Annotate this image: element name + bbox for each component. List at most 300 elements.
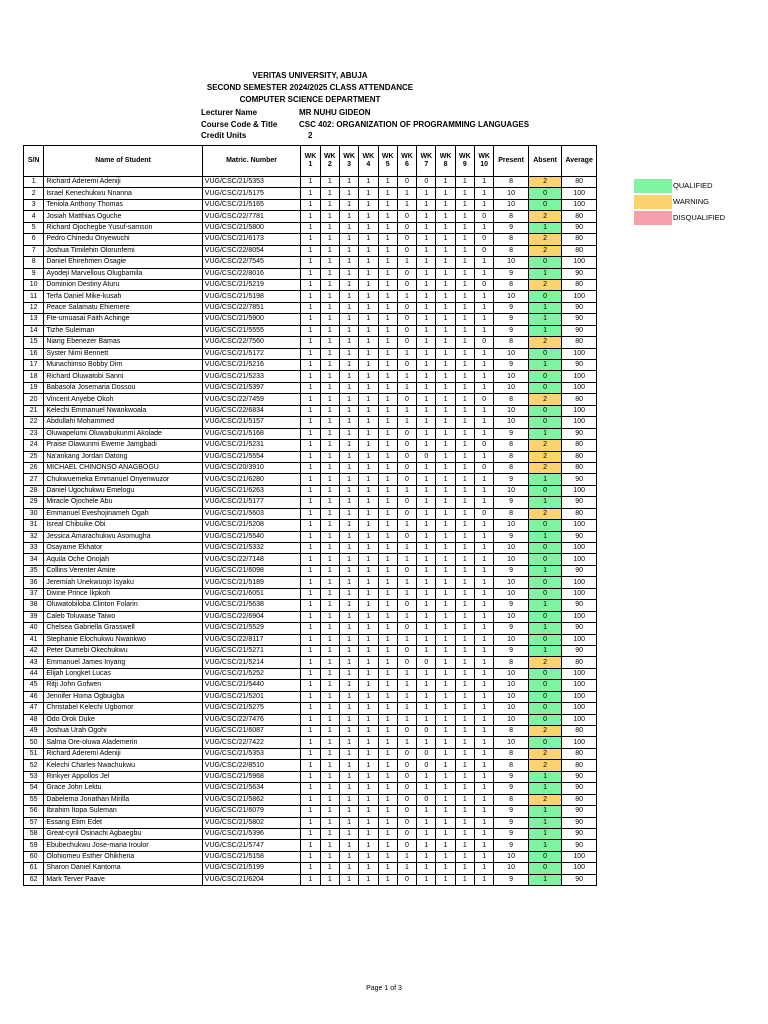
week-5-cell: 1 <box>378 314 397 325</box>
sn-cell: 53 <box>24 771 44 782</box>
week-8-cell: 1 <box>436 279 455 290</box>
absent-cell: 0 <box>528 714 562 725</box>
sn-cell: 50 <box>24 737 44 748</box>
average-cell: 100 <box>562 417 597 428</box>
lecturer-label: Lecturer Name <box>201 108 258 117</box>
week-4-cell: 1 <box>359 657 378 668</box>
average-cell: 90 <box>562 360 597 371</box>
week-9-cell: 1 <box>455 703 474 714</box>
student-name-cell: Collins Verenter Amire <box>44 565 202 576</box>
matric-cell: VUG/CSC/21/6204 <box>202 874 301 885</box>
present-cell: 9 <box>494 531 529 542</box>
week-6-cell: 0 <box>397 874 416 885</box>
week-4-cell: 1 <box>359 543 378 554</box>
week-6-cell: 1 <box>397 634 416 645</box>
table-row <box>24 714 597 725</box>
student-name-cell: Jeremiah Unekwuojo Isyaku <box>44 577 202 588</box>
week-5-cell: 1 <box>378 417 397 428</box>
week-7-cell: 1 <box>417 325 436 336</box>
week-3-cell: 1 <box>339 851 358 862</box>
week-1-cell: 1 <box>301 245 320 256</box>
week-10-cell: 1 <box>475 611 494 622</box>
week-8-cell: 1 <box>436 611 455 622</box>
week-6-cell: 0 <box>397 840 416 851</box>
table-row <box>24 623 597 634</box>
sn-cell: 28 <box>24 485 44 496</box>
week-1-cell: 1 <box>301 543 320 554</box>
average-cell: 80 <box>562 245 597 256</box>
absent-cell: 1 <box>528 314 562 325</box>
present-cell: 10 <box>494 714 529 725</box>
week-6-cell: 0 <box>397 645 416 656</box>
week-3-cell: 1 <box>339 234 358 245</box>
week-2-cell: 1 <box>320 760 339 771</box>
week-7-cell: 0 <box>417 760 436 771</box>
sn-cell: 51 <box>24 748 44 759</box>
student-name-cell: Babasola Josemaria Dossou <box>44 382 202 393</box>
week-4-cell: 1 <box>359 611 378 622</box>
week-4-cell: 1 <box>359 462 378 473</box>
present-cell: 8 <box>494 177 529 188</box>
week-4-cell: 1 <box>359 623 378 634</box>
week-2-cell: 1 <box>320 245 339 256</box>
present-cell: 10 <box>494 485 529 496</box>
average-cell: 80 <box>562 234 597 245</box>
week-1-cell: 1 <box>301 222 320 233</box>
week-1-cell: 1 <box>301 360 320 371</box>
week-6-cell: 1 <box>397 520 416 531</box>
week-10-cell: 1 <box>475 828 494 839</box>
table-row <box>24 611 597 622</box>
sn-cell: 42 <box>24 645 44 656</box>
absent-cell: 0 <box>528 199 562 210</box>
week-9-cell: 1 <box>455 817 474 828</box>
week-7-cell: 1 <box>417 588 436 599</box>
week-1-cell: 1 <box>301 748 320 759</box>
credit-value: 2 <box>308 131 313 140</box>
present-cell: 10 <box>494 611 529 622</box>
table-row <box>24 520 597 531</box>
week-4-cell: 1 <box>359 382 378 393</box>
week-10-cell: 1 <box>475 714 494 725</box>
week-9-cell: 1 <box>455 806 474 817</box>
qualified-label: QUALIFIED <box>673 181 713 190</box>
week-4-cell: 1 <box>359 726 378 737</box>
week-7-cell: 1 <box>417 497 436 508</box>
week-2-cell: 1 <box>320 680 339 691</box>
student-name-cell: MICHAEL CHINONSO ANAGBOGU <box>44 462 202 473</box>
table-row <box>24 451 597 462</box>
week-7-cell: 1 <box>417 291 436 302</box>
present-cell: 10 <box>494 851 529 862</box>
week-9-cell: 1 <box>455 668 474 679</box>
col-present: Present <box>494 146 529 177</box>
week-2-cell: 1 <box>320 554 339 565</box>
sn-cell: 12 <box>24 302 44 313</box>
week-10-cell: 0 <box>475 279 494 290</box>
week-3-cell: 1 <box>339 760 358 771</box>
present-cell: 8 <box>494 760 529 771</box>
week-7-cell: 1 <box>417 394 436 405</box>
week-5-cell: 1 <box>378 485 397 496</box>
week-10-cell: 1 <box>475 222 494 233</box>
week-10-cell: 1 <box>475 691 494 702</box>
week-8-cell: 1 <box>436 211 455 222</box>
table-row <box>24 531 597 542</box>
week-10-cell: 0 <box>475 211 494 222</box>
week-6-cell: 1 <box>397 680 416 691</box>
sn-cell: 25 <box>24 451 44 462</box>
week-8-cell: 1 <box>436 668 455 679</box>
absent-cell: 0 <box>528 382 562 393</box>
matric-cell: VUG/CSC/20/3910 <box>202 462 301 473</box>
matric-cell: VUG/CSC/21/5189 <box>202 577 301 588</box>
week-7-cell: 1 <box>417 245 436 256</box>
week-1-cell: 1 <box>301 234 320 245</box>
week-1-cell: 1 <box>301 474 320 485</box>
week-3-cell: 1 <box>339 417 358 428</box>
week-10-cell: 1 <box>475 863 494 874</box>
week-7-cell: 1 <box>417 645 436 656</box>
average-cell: 90 <box>562 623 597 634</box>
week-2-cell: 1 <box>320 714 339 725</box>
week-9-cell: 1 <box>455 691 474 702</box>
week-3-cell: 1 <box>339 211 358 222</box>
week-3-cell: 1 <box>339 188 358 199</box>
week-10-cell: 1 <box>475 806 494 817</box>
present-cell: 10 <box>494 737 529 748</box>
absent-cell: 0 <box>528 405 562 416</box>
absent-cell: 1 <box>528 222 562 233</box>
table-row <box>24 428 597 439</box>
absent-cell: 0 <box>528 291 562 302</box>
week-2-cell: 1 <box>320 771 339 782</box>
week-4-cell: 1 <box>359 417 378 428</box>
absent-cell: 1 <box>528 565 562 576</box>
table-row <box>24 222 597 233</box>
week-3-cell: 1 <box>339 703 358 714</box>
week-7-cell: 1 <box>417 531 436 542</box>
week-8-cell: 1 <box>436 783 455 794</box>
week-6-cell: 1 <box>397 291 416 302</box>
week-8-cell: 1 <box>436 771 455 782</box>
week-7-cell: 1 <box>417 405 436 416</box>
week-2-cell: 1 <box>320 623 339 634</box>
col-wk5: WK 5 <box>378 146 397 177</box>
week-5-cell: 1 <box>378 234 397 245</box>
table-row <box>24 257 597 268</box>
week-5-cell: 1 <box>378 371 397 382</box>
week-4-cell: 1 <box>359 691 378 702</box>
student-name-cell: Peace Salamatu Ehiemere <box>44 302 202 313</box>
week-4-cell: 1 <box>359 245 378 256</box>
week-5-cell: 1 <box>378 497 397 508</box>
week-1-cell: 1 <box>301 771 320 782</box>
week-4-cell: 1 <box>359 794 378 805</box>
week-3-cell: 1 <box>339 531 358 542</box>
week-2-cell: 1 <box>320 668 339 679</box>
warning-swatch <box>634 195 672 209</box>
week-10-cell: 1 <box>475 680 494 691</box>
week-6-cell: 1 <box>397 382 416 393</box>
week-5-cell: 1 <box>378 668 397 679</box>
week-4-cell: 1 <box>359 714 378 725</box>
absent-cell: 0 <box>528 680 562 691</box>
week-5-cell: 1 <box>378 634 397 645</box>
week-10-cell: 1 <box>475 588 494 599</box>
week-4-cell: 1 <box>359 325 378 336</box>
week-6-cell: 0 <box>397 497 416 508</box>
absent-cell: 0 <box>528 588 562 599</box>
matric-cell: VUG/CSC/21/5554 <box>202 451 301 462</box>
matric-cell: VUG/CSC/22/8016 <box>202 268 301 279</box>
matric-cell: VUG/CSC/22/8117 <box>202 634 301 645</box>
week-6-cell: 0 <box>397 771 416 782</box>
student-name-cell: Grace John Lektu <box>44 783 202 794</box>
col-wk9: WK 9 <box>455 146 474 177</box>
table-row <box>24 199 597 210</box>
week-9-cell: 1 <box>455 554 474 565</box>
absent-cell: 0 <box>528 417 562 428</box>
sn-cell: 6 <box>24 234 44 245</box>
absent-cell: 1 <box>528 623 562 634</box>
week-2-cell: 1 <box>320 279 339 290</box>
week-7-cell: 1 <box>417 508 436 519</box>
week-1-cell: 1 <box>301 211 320 222</box>
week-6-cell: 1 <box>397 611 416 622</box>
present-cell: 10 <box>494 520 529 531</box>
sn-cell: 54 <box>24 783 44 794</box>
week-5-cell: 1 <box>378 623 397 634</box>
week-10-cell: 1 <box>475 634 494 645</box>
week-4-cell: 1 <box>359 737 378 748</box>
week-8-cell: 1 <box>436 314 455 325</box>
matric-cell: VUG/CSC/21/6051 <box>202 588 301 599</box>
matric-cell: VUG/CSC/21/5802 <box>202 817 301 828</box>
week-5-cell: 1 <box>378 611 397 622</box>
week-3-cell: 1 <box>339 325 358 336</box>
sn-cell: 39 <box>24 611 44 622</box>
week-10-cell: 1 <box>475 177 494 188</box>
present-cell: 9 <box>494 325 529 336</box>
sn-cell: 23 <box>24 428 44 439</box>
absent-cell: 2 <box>528 211 562 222</box>
week-1-cell: 1 <box>301 199 320 210</box>
week-10-cell: 1 <box>475 291 494 302</box>
average-cell: 100 <box>562 199 597 210</box>
legend-qualified <box>634 179 713 193</box>
sn-cell: 47 <box>24 703 44 714</box>
average-cell: 80 <box>562 508 597 519</box>
week-10-cell: 1 <box>475 348 494 359</box>
absent-cell: 1 <box>528 360 562 371</box>
week-3-cell: 1 <box>339 588 358 599</box>
week-9-cell: 1 <box>455 382 474 393</box>
table-row <box>24 405 597 416</box>
sn-cell: 45 <box>24 680 44 691</box>
week-2-cell: 1 <box>320 600 339 611</box>
student-name-cell: Ayodeji Marvellous Olugbamila <box>44 268 202 279</box>
week-3-cell: 1 <box>339 874 358 885</box>
week-1-cell: 1 <box>301 325 320 336</box>
legend-disqualified <box>634 211 725 225</box>
table-row <box>24 325 597 336</box>
week-10-cell: 1 <box>475 840 494 851</box>
week-5-cell: 1 <box>378 748 397 759</box>
week-5-cell: 1 <box>378 291 397 302</box>
present-cell: 8 <box>494 337 529 348</box>
table-row <box>24 726 597 737</box>
absent-cell: 1 <box>528 474 562 485</box>
week-5-cell: 1 <box>378 874 397 885</box>
sn-cell: 20 <box>24 394 44 405</box>
matric-cell: VUG/CSC/21/5233 <box>202 371 301 382</box>
week-1-cell: 1 <box>301 440 320 451</box>
week-9-cell: 1 <box>455 234 474 245</box>
week-8-cell: 1 <box>436 451 455 462</box>
week-4-cell: 1 <box>359 828 378 839</box>
week-7-cell: 1 <box>417 462 436 473</box>
sn-cell: 55 <box>24 794 44 805</box>
week-9-cell: 1 <box>455 657 474 668</box>
week-1-cell: 1 <box>301 462 320 473</box>
matric-cell: VUG/CSC/22/7545 <box>202 257 301 268</box>
average-cell: 80 <box>562 211 597 222</box>
present-cell: 8 <box>494 462 529 473</box>
week-9-cell: 1 <box>455 828 474 839</box>
absent-cell: 2 <box>528 760 562 771</box>
week-4-cell: 1 <box>359 360 378 371</box>
sn-cell: 34 <box>24 554 44 565</box>
matric-cell: VUG/CSC/22/6834 <box>202 405 301 416</box>
week-8-cell: 1 <box>436 817 455 828</box>
week-6-cell: 0 <box>397 428 416 439</box>
week-3-cell: 1 <box>339 337 358 348</box>
week-9-cell: 1 <box>455 737 474 748</box>
student-name-cell: Dominion Destiny Aturu <box>44 279 202 290</box>
week-8-cell: 1 <box>436 760 455 771</box>
week-10-cell: 1 <box>475 657 494 668</box>
course-label: Course Code & Title <box>201 120 278 129</box>
sn-cell: 29 <box>24 497 44 508</box>
week-4-cell: 1 <box>359 588 378 599</box>
present-cell: 9 <box>494 222 529 233</box>
matric-cell: VUG/CSC/21/5332 <box>202 543 301 554</box>
present-cell: 9 <box>494 474 529 485</box>
matric-cell: VUG/CSC/21/5555 <box>202 325 301 336</box>
week-2-cell: 1 <box>320 657 339 668</box>
week-8-cell: 1 <box>436 177 455 188</box>
student-name-cell: Elijah Longket Lucas <box>44 668 202 679</box>
week-2-cell: 1 <box>320 302 339 313</box>
sn-cell: 26 <box>24 462 44 473</box>
table-row <box>24 691 597 702</box>
disqualified-swatch <box>634 211 672 225</box>
week-8-cell: 1 <box>436 634 455 645</box>
week-1-cell: 1 <box>301 680 320 691</box>
present-cell: 9 <box>494 806 529 817</box>
sn-cell: 60 <box>24 851 44 862</box>
week-3-cell: 1 <box>339 245 358 256</box>
table-row <box>24 806 597 817</box>
week-3-cell: 1 <box>339 611 358 622</box>
week-4-cell: 1 <box>359 257 378 268</box>
matric-cell: VUG/CSC/21/5157 <box>202 417 301 428</box>
student-name-cell: Odo Orok Duke <box>44 714 202 725</box>
student-name-cell: Salma Ore-oluwa Alademerin <box>44 737 202 748</box>
week-6-cell: 1 <box>397 737 416 748</box>
average-cell: 100 <box>562 543 597 554</box>
matric-cell: VUG/CSC/21/5201 <box>202 691 301 702</box>
week-2-cell: 1 <box>320 428 339 439</box>
week-4-cell: 1 <box>359 806 378 817</box>
week-5-cell: 1 <box>378 199 397 210</box>
week-4-cell: 1 <box>359 748 378 759</box>
week-7-cell: 1 <box>417 337 436 348</box>
department-title: COMPUTER SCIENCE DEPARTMENT <box>239 95 381 104</box>
table-row <box>24 851 597 862</box>
week-2-cell: 1 <box>320 199 339 210</box>
absent-cell: 0 <box>528 577 562 588</box>
week-7-cell: 1 <box>417 737 436 748</box>
sn-cell: 7 <box>24 245 44 256</box>
week-6-cell: 0 <box>397 657 416 668</box>
week-10-cell: 1 <box>475 577 494 588</box>
table-row <box>24 211 597 222</box>
col-wk2: WK 2 <box>320 146 339 177</box>
week-3-cell: 1 <box>339 440 358 451</box>
week-7-cell: 0 <box>417 726 436 737</box>
week-10-cell: 1 <box>475 874 494 885</box>
week-10-cell: 1 <box>475 554 494 565</box>
sn-cell: 40 <box>24 623 44 634</box>
sn-cell: 44 <box>24 668 44 679</box>
absent-cell: 2 <box>528 177 562 188</box>
week-5-cell: 1 <box>378 577 397 588</box>
present-cell: 10 <box>494 348 529 359</box>
week-1-cell: 1 <box>301 177 320 188</box>
week-10-cell: 1 <box>475 371 494 382</box>
week-1-cell: 1 <box>301 703 320 714</box>
student-name-cell: Great-cyril Osinachi Agbaegbu <box>44 828 202 839</box>
sn-cell: 41 <box>24 634 44 645</box>
matric-cell: VUG/CSC/21/6173 <box>202 234 301 245</box>
week-4-cell: 1 <box>359 851 378 862</box>
week-9-cell: 1 <box>455 405 474 416</box>
student-name-cell: Vincent Anyebe Okoh <box>44 394 202 405</box>
week-1-cell: 1 <box>301 291 320 302</box>
absent-cell: 2 <box>528 657 562 668</box>
matric-cell: VUG/CSC/22/7459 <box>202 394 301 405</box>
week-5-cell: 1 <box>378 828 397 839</box>
average-cell: 90 <box>562 325 597 336</box>
week-9-cell: 1 <box>455 314 474 325</box>
week-6-cell: 0 <box>397 565 416 576</box>
week-5-cell: 1 <box>378 714 397 725</box>
student-name-cell: Caleb Toluwase Taiwo <box>44 611 202 622</box>
average-cell: 80 <box>562 394 597 405</box>
present-cell: 8 <box>494 279 529 290</box>
week-2-cell: 1 <box>320 783 339 794</box>
week-7-cell: 1 <box>417 188 436 199</box>
absent-cell: 1 <box>528 828 562 839</box>
week-10-cell: 1 <box>475 451 494 462</box>
present-cell: 10 <box>494 588 529 599</box>
table-body <box>24 177 597 886</box>
table-row <box>24 188 597 199</box>
student-name-cell: Ebubechukwu Jose-maria Iroulor <box>44 840 202 851</box>
week-2-cell: 1 <box>320 851 339 862</box>
